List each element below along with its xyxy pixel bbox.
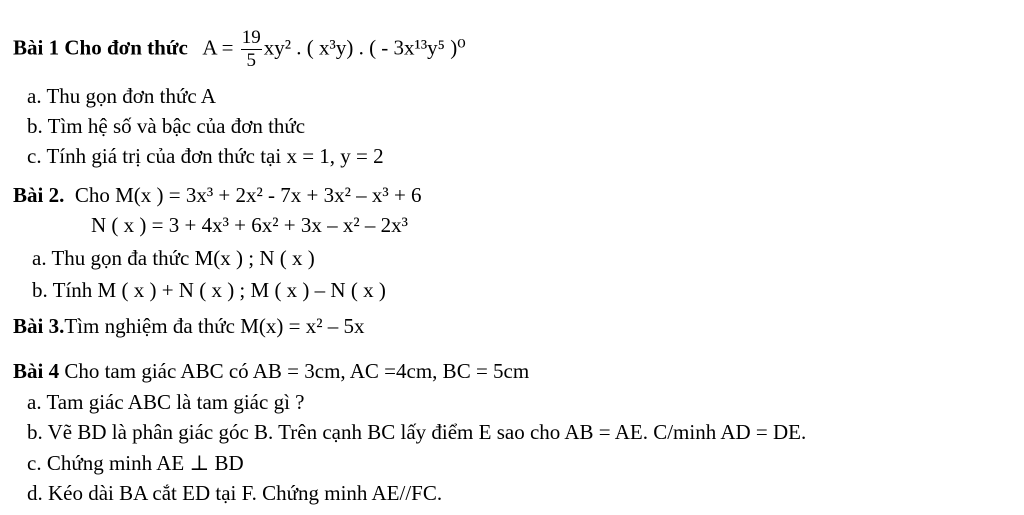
b4-title: Bài 4 [13, 359, 60, 383]
b2-item-a: a. Thu gọn đa thức M(x ) ; N ( x ) [32, 246, 315, 270]
b2-title: Bài 2. [13, 183, 65, 207]
b3-title: Bài 3. [13, 314, 65, 338]
b1-fraction [241, 27, 262, 72]
b3-text: Tìm nghiệm đa thức M(x) = x² – 5x [64, 314, 365, 338]
b1-item-c: c. Tính giá trị của đơn thức tại x = 1, y = 2 [27, 144, 384, 168]
b4-text: Cho tam giác ABC có AB = 3cm, AC =4cm, BC = 5cm [64, 359, 530, 383]
b2-n-line: N ( x ) = 3 + 4x³ + 6x² + 3x – x² – 2x³ [91, 213, 408, 237]
b2-item-b: b. Tính M ( x ) + N ( x ) ; M ( x ) – N ( x ) [32, 278, 386, 302]
b1-expr-rest: xy² . ( x³y) . ( - 3x¹³y⁵ )⁰ [263, 35, 466, 60]
b1-frac-num: 19 [241, 27, 261, 48]
b1-item-a: a. Thu gọn đơn thức A [27, 84, 216, 108]
b1-heading [13, 27, 466, 72]
b2-m-line: Cho M(x ) = 3x³ + 2x² - 7x + 3x² – x³ + 6 [74, 183, 422, 207]
b4-heading [13, 361, 529, 382]
b4-item-d: d. Kéo dài BA cắt ED tại F. Chứng minh AE//FC. [27, 481, 443, 505]
b1-title: Bài 1 [13, 35, 60, 60]
b4-item-a: a. Tam giác ABC là tam giác gì ? [27, 390, 305, 414]
b1-item-b: b. Tìm hệ số và bậc của đơn thức [27, 114, 306, 138]
b3-heading [13, 316, 365, 337]
b1-expr-lhs: A = [202, 35, 234, 60]
b2-heading [13, 185, 422, 206]
b4-item-c: c. Chứng minh AE ⊥ BD [27, 451, 244, 475]
b4-item-b: b. Vẽ BD là phân giác góc B. Trên cạnh BC lấy điểm E sao cho AB = AE. C/minh AD = DE. [27, 420, 807, 444]
b1-frac-den: 5 [246, 50, 256, 71]
b1-intro: Cho đơn thức [64, 35, 188, 60]
